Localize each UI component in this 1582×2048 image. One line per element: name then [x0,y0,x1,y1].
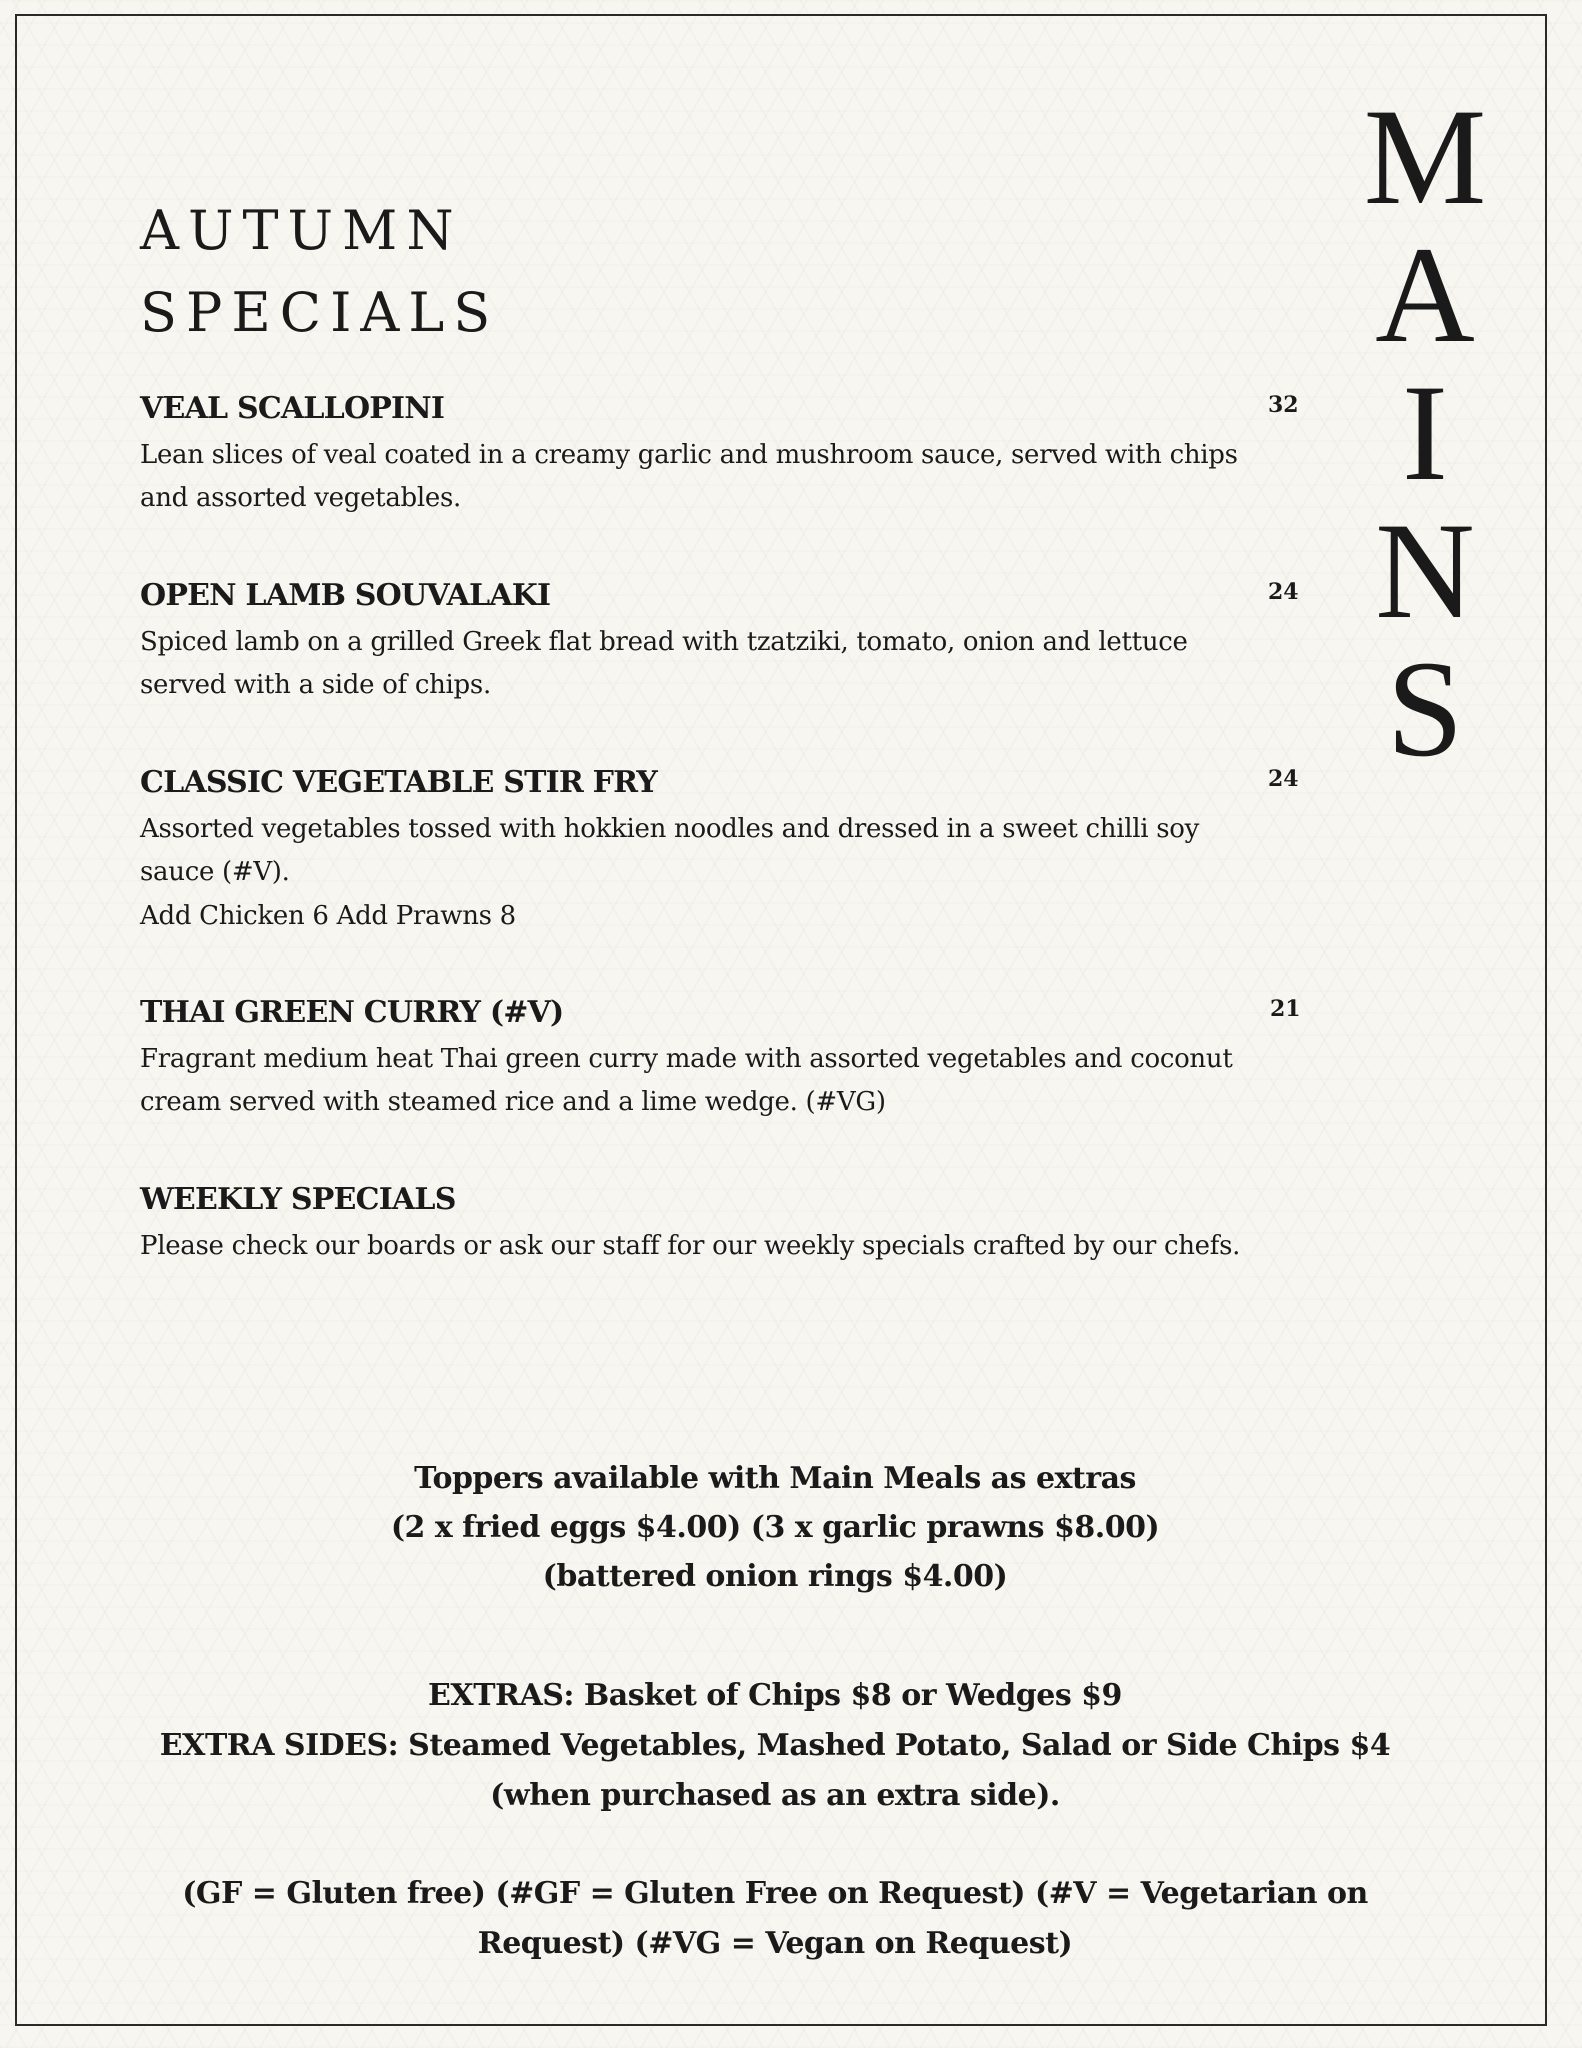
item-name: WEEKLY SPECIALS [140,1182,456,1217]
item-description: Lean slices of veal coated in a creamy garlic and mushroom sauce, served with chips and assorted vegetables. [140,440,1238,513]
item-price: 32 [1268,392,1299,418]
item-name: VEAL SCALLOPINI [140,391,445,426]
extras-section [100,1671,1450,1821]
dietary-legend [100,1869,1450,1969]
item-description: Spiced lamb on a grilled Greek flat bread with tzatziki, tomato, onion and lettuce served with a side of chips. [140,627,1188,700]
item-addons: Add Chicken 6 Add Prawns 8 [140,901,516,931]
toppers-line: Toppers available with Main Meals as extras [414,1461,1136,1496]
item-price: 24 [1268,766,1299,792]
item-description: Assorted vegetables tossed with hokkien noodles and dressed in a sweet chilli soy sauce (#V). [140,814,1200,887]
heading-line-1: AUTUMN [140,199,463,262]
extras-line: (when purchased as an extra side). [490,1778,1060,1813]
extras-line: EXTRAS: Basket of Chips $8 or Wedges $9 [428,1678,1122,1713]
toppers-line: (battered onion rings $4.00) [542,1559,1008,1594]
extras-line: EXTRA SIDES: Steamed Vegetables, Mashed Potato, Salad or Side Chips $4 [159,1728,1391,1763]
item-price: 21 [1270,996,1301,1022]
heading-line-2: SPECIALS [140,281,500,344]
legend-line: (GF = Gluten free) (#GF = Gluten Free on Request) (#V = Vegetarian on [182,1876,1368,1911]
item-name: OPEN LAMB SOUVALAKI [140,578,551,613]
mains-letter: M [1363,80,1487,233]
mains-letter: S [1386,632,1464,785]
mains-letter: I [1402,356,1448,509]
item-description: Please check our boards or ask our staff for our weekly specials crafted by our chefs. [140,1231,1241,1261]
mains-letter: N [1375,494,1475,647]
page-heading [140,190,499,354]
menu-item-classic-vegetable-stir-fry [140,764,1300,936]
toppers-section [100,1454,1450,1601]
mains-vertical-title [1350,80,1500,785]
legend-line: Request) (#VG = Vegan on Request) [477,1926,1073,1961]
item-name: THAI GREEN CURRY (#V) [140,995,564,1030]
menu-item-open-lamb-souvalaki [140,577,1300,707]
mains-letter: A [1375,218,1475,371]
item-name: CLASSIC VEGETABLE STIR FRY [140,765,657,800]
item-price: 24 [1268,579,1299,605]
menu-item-weekly-specials [140,1181,1300,1268]
menu-item-veal-scallopini [140,390,1300,520]
menu-item-thai-green-curry [140,994,1300,1124]
item-description: Fragrant medium heat Thai green curry made with assorted vegetables and coconut cream served with steamed rice and a lime wedge. (#VG) [140,1044,1233,1117]
toppers-line: (2 x fried eggs $4.00) (3 x garlic prawns $8.00) [390,1510,1160,1545]
